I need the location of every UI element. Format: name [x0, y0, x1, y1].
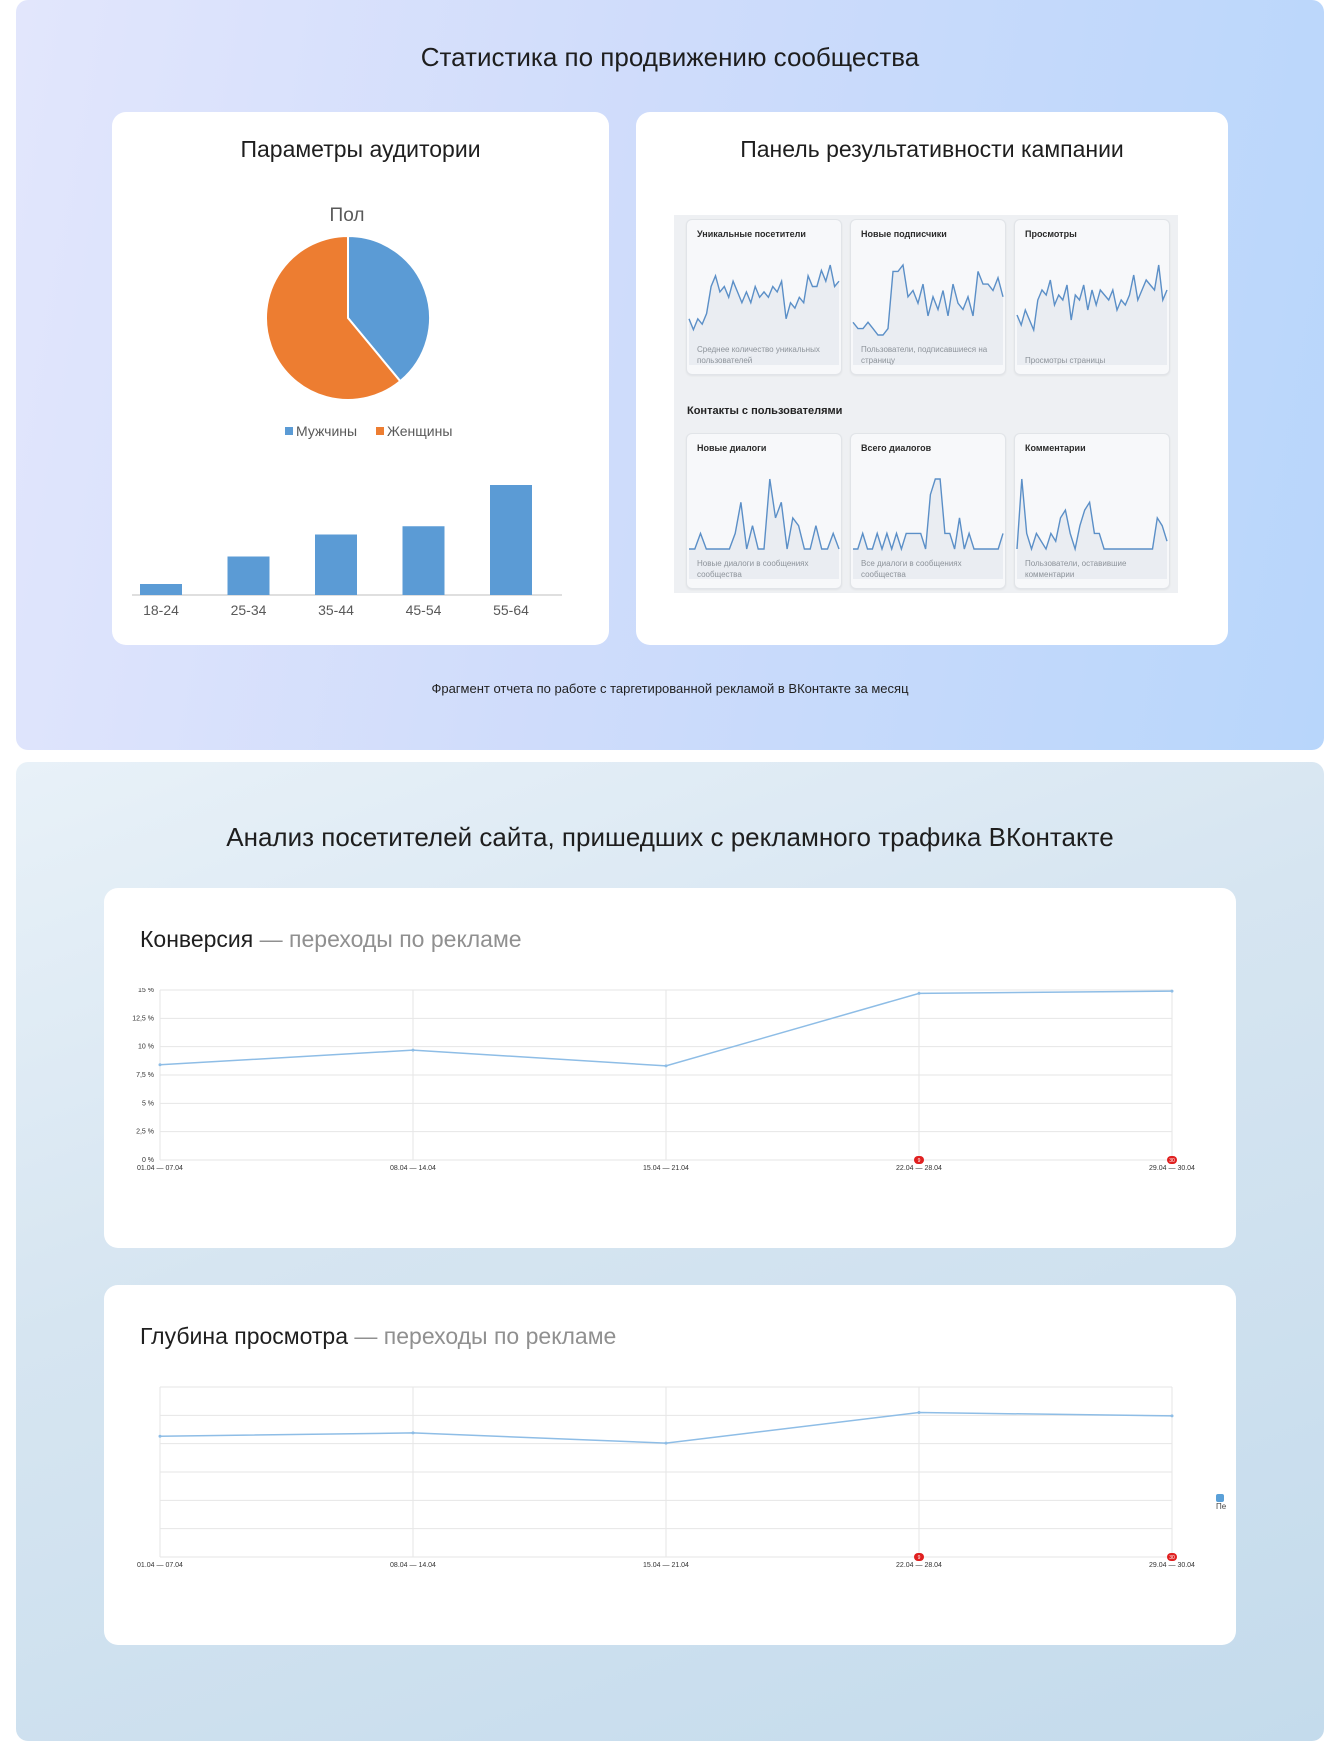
tile-description: Пользователи, подписавшиеся на страницу — [861, 345, 988, 365]
campaign-card — [636, 112, 1228, 645]
tile-title: Уникальные посетители — [697, 229, 806, 239]
depth-heading — [140, 1323, 616, 1350]
checkbox-icon — [1216, 1494, 1224, 1502]
bar-45-54 — [403, 526, 445, 595]
tile-unique-visitors[interactable] — [686, 219, 842, 375]
x-tick-label: 08.04 — 14.04 — [390, 1562, 436, 1569]
audience-card — [112, 112, 609, 645]
data-point — [918, 1411, 921, 1414]
tile-description: Новые диалоги в сообщениях сообщества — [697, 559, 809, 579]
conversion-heading — [140, 926, 522, 953]
series-legend-stub[interactable] — [1216, 1493, 1236, 1511]
x-tick-label: 08.04 — 14.04 — [390, 1165, 436, 1172]
bar-label: 45-54 — [405, 602, 442, 618]
x-tick-label: 29.04 — 30.04 — [1149, 1562, 1195, 1569]
conversion-card — [104, 888, 1236, 1248]
data-point — [412, 1049, 415, 1052]
y-tick-label: 5 % — [141, 1100, 154, 1108]
tile-total-dialogs[interactable] — [850, 433, 1006, 589]
y-tick-label: 15 % — [138, 988, 154, 994]
community-promotion-section — [16, 0, 1324, 750]
gender-pie-chart — [112, 187, 609, 467]
bar-label: 55-64 — [493, 602, 529, 618]
tile-description: Все диалоги в сообщениях сообщества — [861, 559, 962, 579]
data-point — [665, 1064, 668, 1067]
tile-views[interactable] — [1014, 219, 1170, 375]
depth-line-chart — [104, 1385, 1236, 1615]
tile-title: Просмотры — [1025, 229, 1077, 239]
conversion-line-chart — [104, 988, 1236, 1218]
event-marker-label: 30 — [1169, 1158, 1175, 1164]
tile-new-subscribers[interactable] — [850, 219, 1006, 375]
depth-card — [104, 1285, 1236, 1645]
event-marker-label: 30 — [1169, 1555, 1175, 1561]
y-tick-label: 10 % — [138, 1043, 154, 1051]
y-tick-label: 12,5 % — [132, 1015, 154, 1023]
age-bar-chart — [112, 457, 609, 637]
report-caption: Фрагмент отчета по работе с таргетированной рекламой в ВКонтакте за месяц — [431, 681, 909, 696]
event-marker-label: 9 — [917, 1555, 921, 1561]
event-marker-label: 9 — [917, 1158, 921, 1164]
tile-description: Просмотры страницы — [1025, 356, 1106, 365]
series-legend-label: Пе — [1216, 1502, 1227, 1511]
tile-title: Новые подписчики — [861, 229, 947, 239]
y-tick-label: 2,5 % — [136, 1128, 154, 1136]
x-tick-label: 15.04 — 21.04 — [643, 1562, 689, 1569]
tile-new-dialogs[interactable] — [686, 433, 842, 589]
legend-label: Женщины — [387, 423, 453, 439]
bar-55-64 — [490, 485, 532, 595]
bar-label: 25-34 — [230, 602, 267, 618]
legend-label: Мужчины — [296, 423, 358, 439]
bar-label: 35-44 — [318, 602, 354, 618]
conversion-title: Конверсия — [140, 926, 254, 952]
legend-swatch — [285, 427, 293, 435]
event-marker — [1167, 1553, 1177, 1561]
y-tick-label: 0 % — [141, 1157, 154, 1164]
data-point — [159, 1063, 162, 1066]
audience-card-title: Параметры аудитории — [240, 136, 481, 162]
event-marker — [914, 1156, 924, 1164]
data-point — [1171, 1414, 1174, 1417]
x-tick-label: 01.04 — 07.04 — [137, 1562, 183, 1569]
bar-25-34 — [228, 557, 270, 596]
contacts-heading: Контакты с пользователями — [687, 405, 843, 417]
conversion-subtitle: — переходы по рекламе — [259, 926, 522, 952]
data-point — [412, 1431, 415, 1434]
pie-title: Пол — [329, 205, 365, 226]
sparkline — [1015, 220, 1169, 374]
x-tick-label: 15.04 — 21.04 — [643, 1165, 689, 1172]
tile-comments[interactable] — [1014, 433, 1170, 589]
depth-title: Глубина просмотра — [140, 1323, 348, 1349]
x-tick-label: 22.04 — 28.04 — [896, 1165, 942, 1172]
bar-35-44 — [315, 535, 357, 596]
tile-title: Новые диалоги — [697, 443, 767, 453]
x-tick-label: 22.04 — 28.04 — [896, 1562, 942, 1569]
vk-dashboard — [674, 215, 1178, 593]
data-point — [918, 992, 921, 995]
tile-description: Среднее количество уникальных пользователей — [697, 345, 820, 365]
site-visitors-section — [16, 762, 1324, 1741]
bar-18-24 — [140, 584, 182, 595]
data-point — [1171, 990, 1174, 993]
section-title: Статистика по продвижению сообщества — [420, 42, 920, 72]
event-marker — [1167, 1156, 1177, 1164]
sparkline-area — [1017, 265, 1167, 365]
depth-subtitle: — переходы по рекламе — [354, 1323, 617, 1349]
y-tick-label: 7,5 % — [136, 1072, 154, 1079]
legend-swatch — [376, 427, 384, 435]
bar-label: 18-24 — [143, 602, 179, 618]
x-tick-label: 29.04 — 30.04 — [1149, 1165, 1195, 1172]
campaign-card-title: Панель результативности кампании — [740, 136, 1124, 162]
data-point — [159, 1435, 162, 1438]
tile-title: Комментарии — [1025, 443, 1086, 453]
tile-description: Пользователи, оставившие комментарии — [1025, 559, 1127, 579]
data-point — [665, 1442, 668, 1445]
tile-title: Всего диалогов — [861, 443, 932, 453]
event-marker — [914, 1553, 924, 1561]
x-tick-label: 01.04 — 07.04 — [137, 1165, 183, 1172]
section-title: Анализ посетителей сайта, пришедших с рекламного трафика ВКонтакте — [226, 822, 1114, 852]
